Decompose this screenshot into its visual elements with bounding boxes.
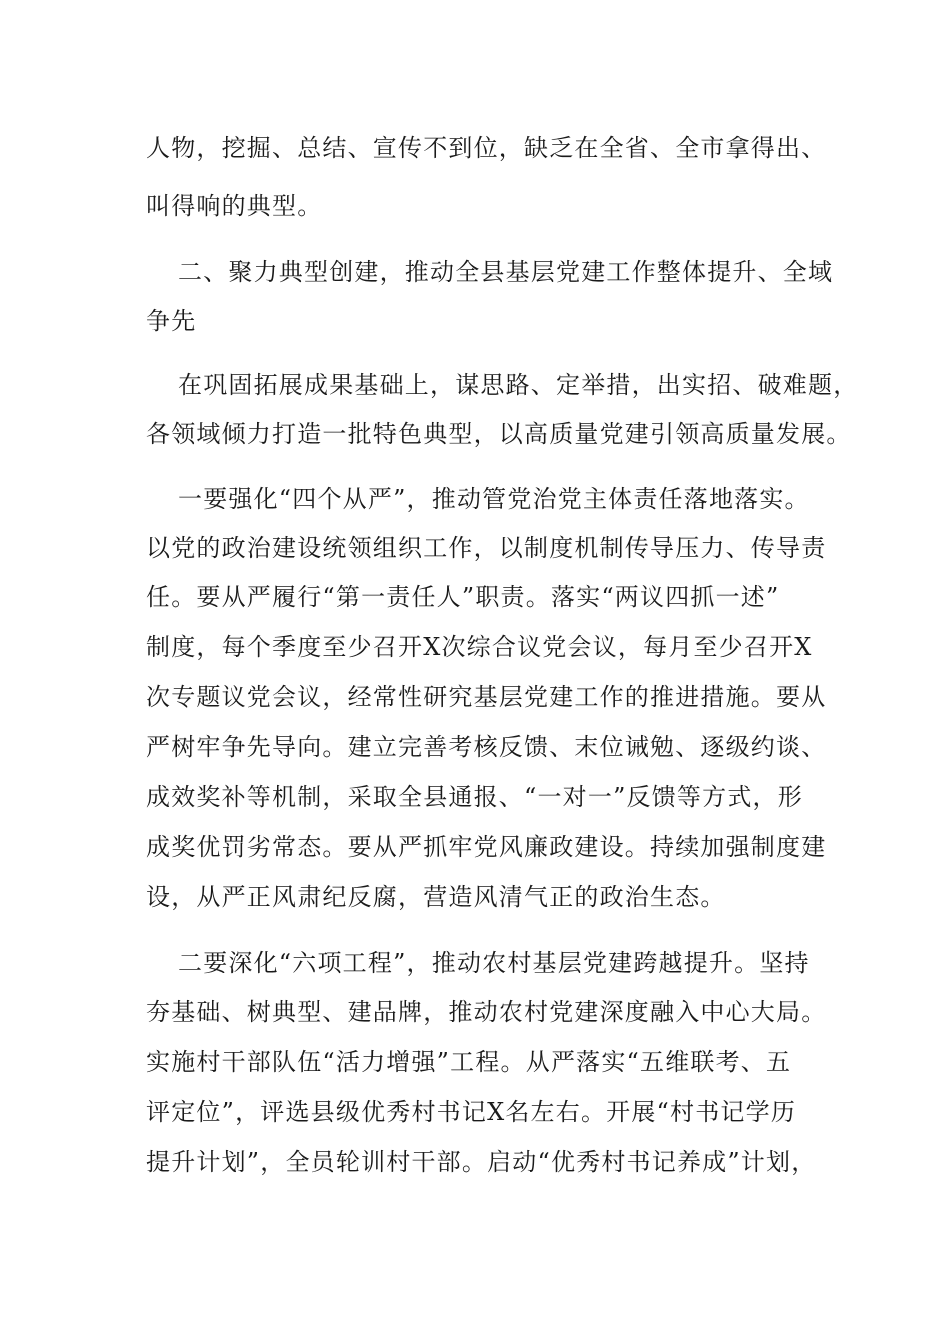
text-line: 各领域倾力打造一批特色典型，以高质量党建引领高质量发展。 [146,420,852,448]
text-line: 严树牢争先导向。建立完善考核反馈、末位诫勉、逐级约谈、 [146,733,827,761]
text-line: 设，从严正风肃纪反腐，营造风清气正的政治生态。 [146,883,726,911]
text-line: 人物，挖掘、总结、宣传不到位，缺乏在全省、全市拿得出、 [146,134,827,162]
text-line: 制度，每个季度至少召开X次综合议党会议，每月至少召开X [146,633,813,661]
text-line: 提升计划”，全员轮训村干部。启动“优秀村书记养成”计划， [146,1148,817,1176]
text-line: 评定位”，评选县级优秀村书记X名左右。开展“村书记学历 [146,1098,797,1126]
section-heading: 争先 [146,307,197,335]
text-line: 以党的政治建设统领组织工作，以制度机制传导压力、传导责 [146,534,827,562]
text-line: 次专题议党会议，经常性研究基层党建工作的推进措施。要从 [146,683,827,711]
section-heading: 二、聚力典型创建，推动全县基层党建工作整体提升、全域 [178,258,834,286]
text-line: 叫得响的典型。 [146,192,323,220]
text-line: 夯基础、树典型、建品牌，推动农村党建深度融入中心大局。 [146,998,827,1026]
text-line: 在巩固拓展成果基础上，谋思路、定举措，出实招、破难题， [178,371,859,399]
text-line: 实施村干部队伍“活力增强”工程。从严落实“五维联考、五 [146,1048,792,1076]
text-line: 成效奖补等机制，采取全县通报、“一对一”反馈等方式，形 [146,783,803,811]
text-line: 二要深化“六项工程”，推动农村基层党建跨越提升。坚持 [178,949,810,977]
text-line: 成奖优罚劣常态。要从严抓牢党风廉政建设。持续加强制度建 [146,833,827,861]
text-line: 任。要从严履行“第一责任人”职责。落实“两议四抓一述” [146,583,780,611]
text-line: 一要强化“四个从严”，推动管党治党主体责任落地落实。 [178,485,810,513]
